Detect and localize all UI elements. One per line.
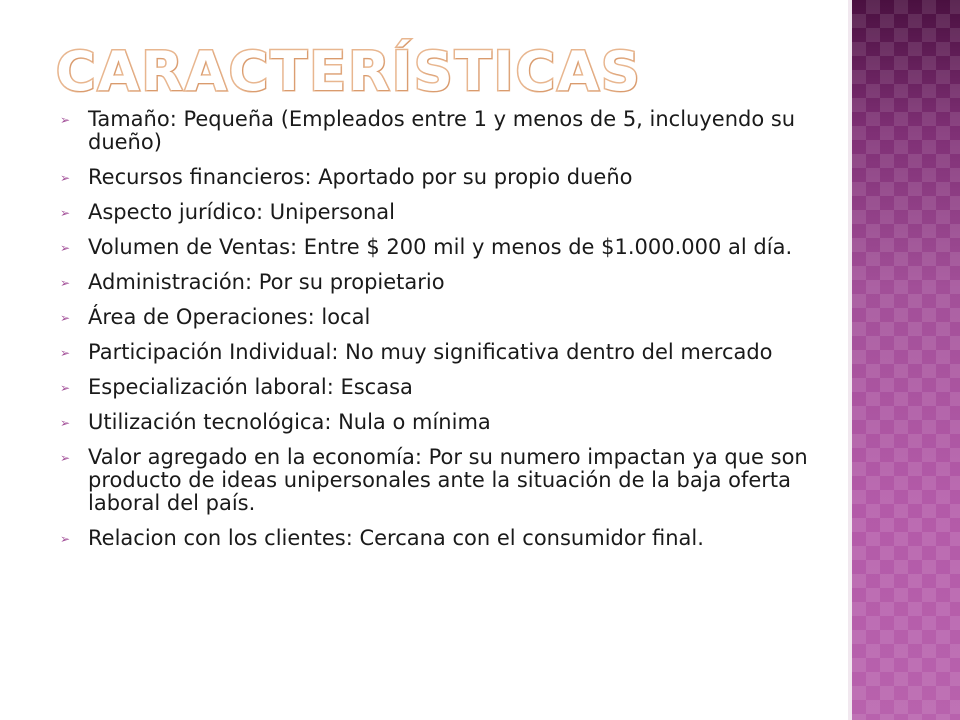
chevron-right-icon: ➢ bbox=[60, 311, 71, 325]
bullet-item bbox=[60, 271, 810, 294]
bullet-text: Volumen de Ventas: Entre $ 200 mil y menos de $1.000.000 al día. bbox=[88, 235, 793, 259]
chevron-right-icon: ➢ bbox=[60, 346, 71, 360]
bullet-text: Relacion con los clientes: Cercana con el consumidor final. bbox=[88, 526, 704, 550]
chevron-right-icon: ➢ bbox=[60, 416, 71, 430]
bullet-item bbox=[60, 166, 810, 189]
chevron-right-icon: ➢ bbox=[60, 451, 71, 465]
bullet-item bbox=[60, 376, 810, 399]
decorative-side-panel bbox=[852, 0, 960, 720]
bullet-text: Especialización laboral: Escasa bbox=[88, 375, 413, 399]
chevron-right-icon: ➢ bbox=[60, 206, 71, 220]
bullet-text: Administración: Por su propietario bbox=[88, 270, 445, 294]
chevron-right-icon: ➢ bbox=[60, 113, 71, 127]
bullet-list bbox=[60, 108, 810, 562]
bullet-text: Aspecto jurídico: Unipersonal bbox=[88, 200, 395, 224]
chevron-right-icon: ➢ bbox=[60, 532, 71, 546]
chevron-right-icon: ➢ bbox=[60, 241, 71, 255]
bullet-text: Utilización tecnológica: Nula o mínima bbox=[88, 410, 491, 434]
bullet-text: Área de Operaciones: local bbox=[88, 305, 371, 329]
chevron-right-icon: ➢ bbox=[60, 171, 71, 185]
bullet-text: Tamaño: Pequeña (Empleados entre 1 y menos de 5, incluyendo su dueño) bbox=[88, 107, 796, 154]
bullet-item bbox=[60, 341, 810, 364]
bullet-item bbox=[60, 236, 810, 259]
slide-title: CARACTERÍSTICAS bbox=[56, 40, 642, 103]
bullet-item bbox=[60, 446, 810, 515]
bullet-text: Participación Individual: No muy significativa dentro del mercado bbox=[88, 340, 773, 364]
bullet-text: Valor agregado en la economía: Por su numero impactan ya que son producto de ideas unipersonales ante la situación de la baja oferta laboral del país. bbox=[88, 445, 808, 515]
bullet-item bbox=[60, 306, 810, 329]
bullet-item bbox=[60, 201, 810, 224]
chevron-right-icon: ➢ bbox=[60, 381, 71, 395]
bullet-item bbox=[60, 411, 810, 434]
bullet-text: Recursos financieros: Aportado por su propio dueño bbox=[88, 165, 633, 189]
chevron-right-icon: ➢ bbox=[60, 276, 71, 290]
bullet-item bbox=[60, 527, 810, 550]
bullet-item bbox=[60, 108, 810, 154]
